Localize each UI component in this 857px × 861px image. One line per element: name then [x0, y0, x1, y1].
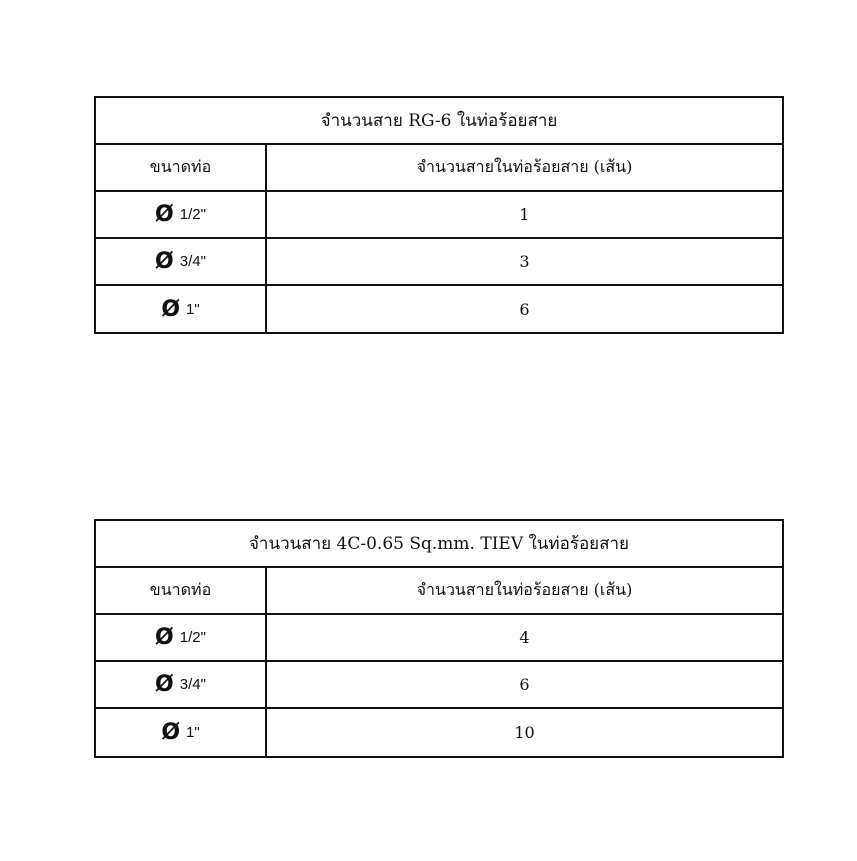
conduit-size-cell — [96, 286, 267, 333]
table-title-row — [96, 98, 782, 145]
table-row — [96, 192, 782, 239]
conduit-size: 1" — [186, 301, 200, 318]
rg6-cable-table — [94, 96, 784, 334]
conduit-size-cell — [96, 662, 267, 707]
table-header-row — [96, 568, 782, 615]
table-title-row — [96, 521, 782, 568]
header-cable-count: จำนวนสายในท่อร้อยสาย (เส้น) — [416, 157, 633, 176]
conduit-size: 1/2" — [179, 206, 206, 223]
table-row — [96, 662, 782, 709]
conduit-size: 1/2" — [179, 629, 206, 646]
cable-count: 3 — [519, 252, 530, 271]
header-cable-count: จำนวนสายในท่อร้อยสาย (เส้น) — [416, 580, 633, 599]
table-row — [96, 286, 782, 333]
tiev-cable-table — [94, 519, 784, 758]
conduit-size: 3/4" — [179, 253, 206, 270]
table-header-row — [96, 145, 782, 192]
conduit-size-cell — [96, 192, 267, 237]
diameter-symbol-icon: Ø — [155, 624, 174, 650]
cable-count: 1 — [519, 205, 530, 224]
diameter-symbol-icon: Ø — [161, 296, 181, 322]
cable-count: 6 — [519, 675, 530, 694]
diameter-symbol-icon: Ø — [155, 248, 174, 274]
conduit-size: 1" — [186, 724, 200, 741]
conduit-size-cell — [96, 709, 267, 756]
table-row — [96, 615, 782, 662]
cable-count: 4 — [519, 628, 530, 647]
table-row — [96, 709, 782, 756]
cable-count: 10 — [514, 723, 535, 742]
table-title: จำนวนสาย 4C-0.65 Sq.mm. TIEV ในท่อร้อยสาย — [248, 534, 630, 554]
table-row — [96, 239, 782, 286]
diameter-symbol-icon: Ø — [161, 719, 181, 745]
table-title: จำนวนสาย RG-6 ในท่อร้อยสาย — [320, 111, 558, 131]
cable-count: 6 — [519, 300, 530, 319]
conduit-size-cell — [96, 615, 267, 660]
conduit-size: 3/4" — [179, 676, 206, 693]
diameter-symbol-icon: Ø — [155, 201, 174, 227]
conduit-size-cell — [96, 239, 267, 284]
header-conduit-size: ขนาดท่อ — [96, 145, 267, 190]
diameter-symbol-icon: Ø — [155, 671, 174, 697]
header-conduit-size: ขนาดท่อ — [96, 568, 267, 613]
